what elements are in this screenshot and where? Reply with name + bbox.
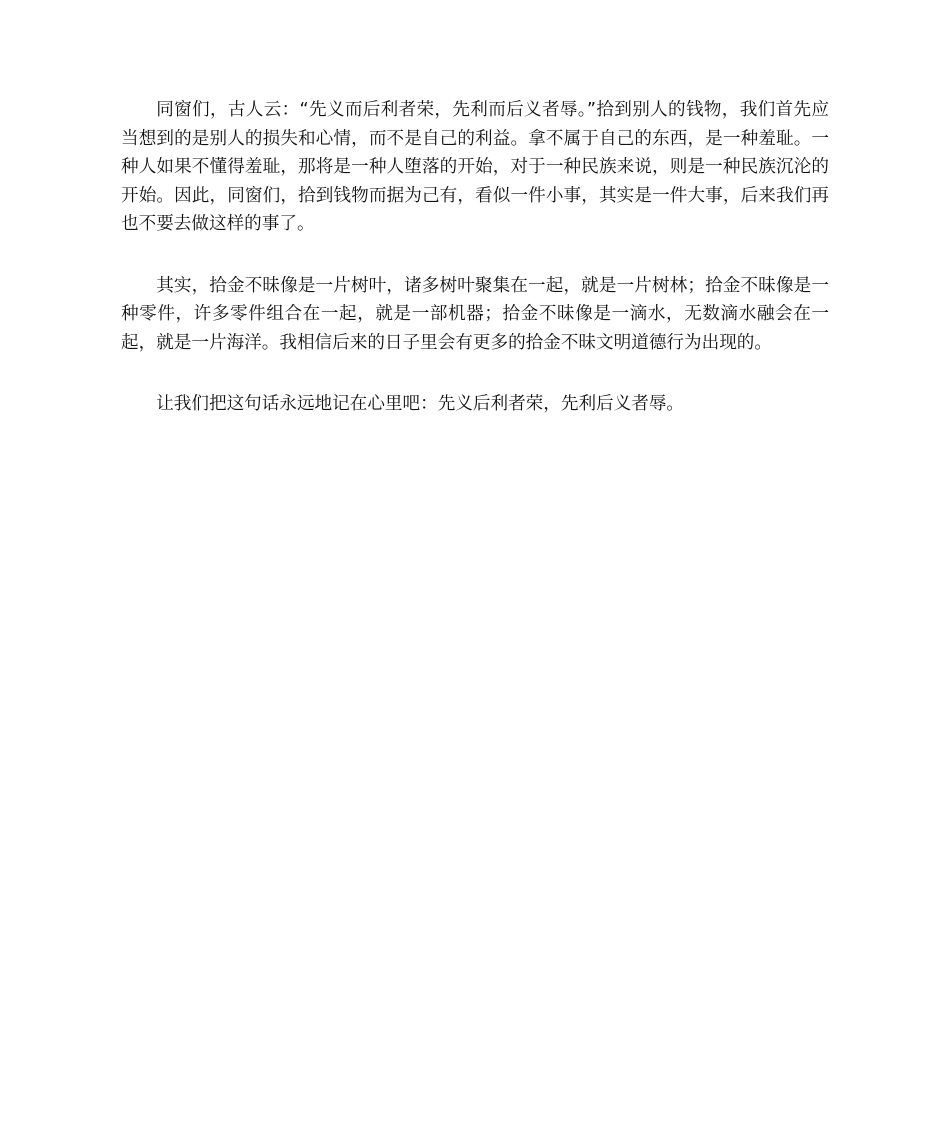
paragraph-1: 同窗们，古人云：“先义而后利者荣，先利而后义者辱。”拾到别人的钱物，我们首先应当想到的是别人的损失和心情，而不是自己的利益。拿不属于自己的东西，是一种羞耻。一种人如果不懂得羞耻，那将是一种人堕落的开始，对于一种民族来说，则是一种民族沉沦的开始。因此，同窗们，拾到钱物而据为己有，看似一件小事，其实是一件大事，后来我们再也不要去做这样的事了。 <box>121 100 829 234</box>
paragraph-3: 让我们把这句话永远地记在心里吧：先义后利者荣，先利后义者辱。 <box>156 394 685 414</box>
document-body <box>121 96 829 452</box>
paragraph-2: 其实，拾金不昧像是一片树叶，诸多树叶聚集在一起，就是一片树林；拾金不昧像是一种零件，许多零件组合在一起，就是一部机器；拾金不昧像是一滴水，无数滴水融会在一起，就是一片海洋。我相信后来的日子里会有更多的拾金不昧文明道德行为出现的。 <box>121 275 829 353</box>
